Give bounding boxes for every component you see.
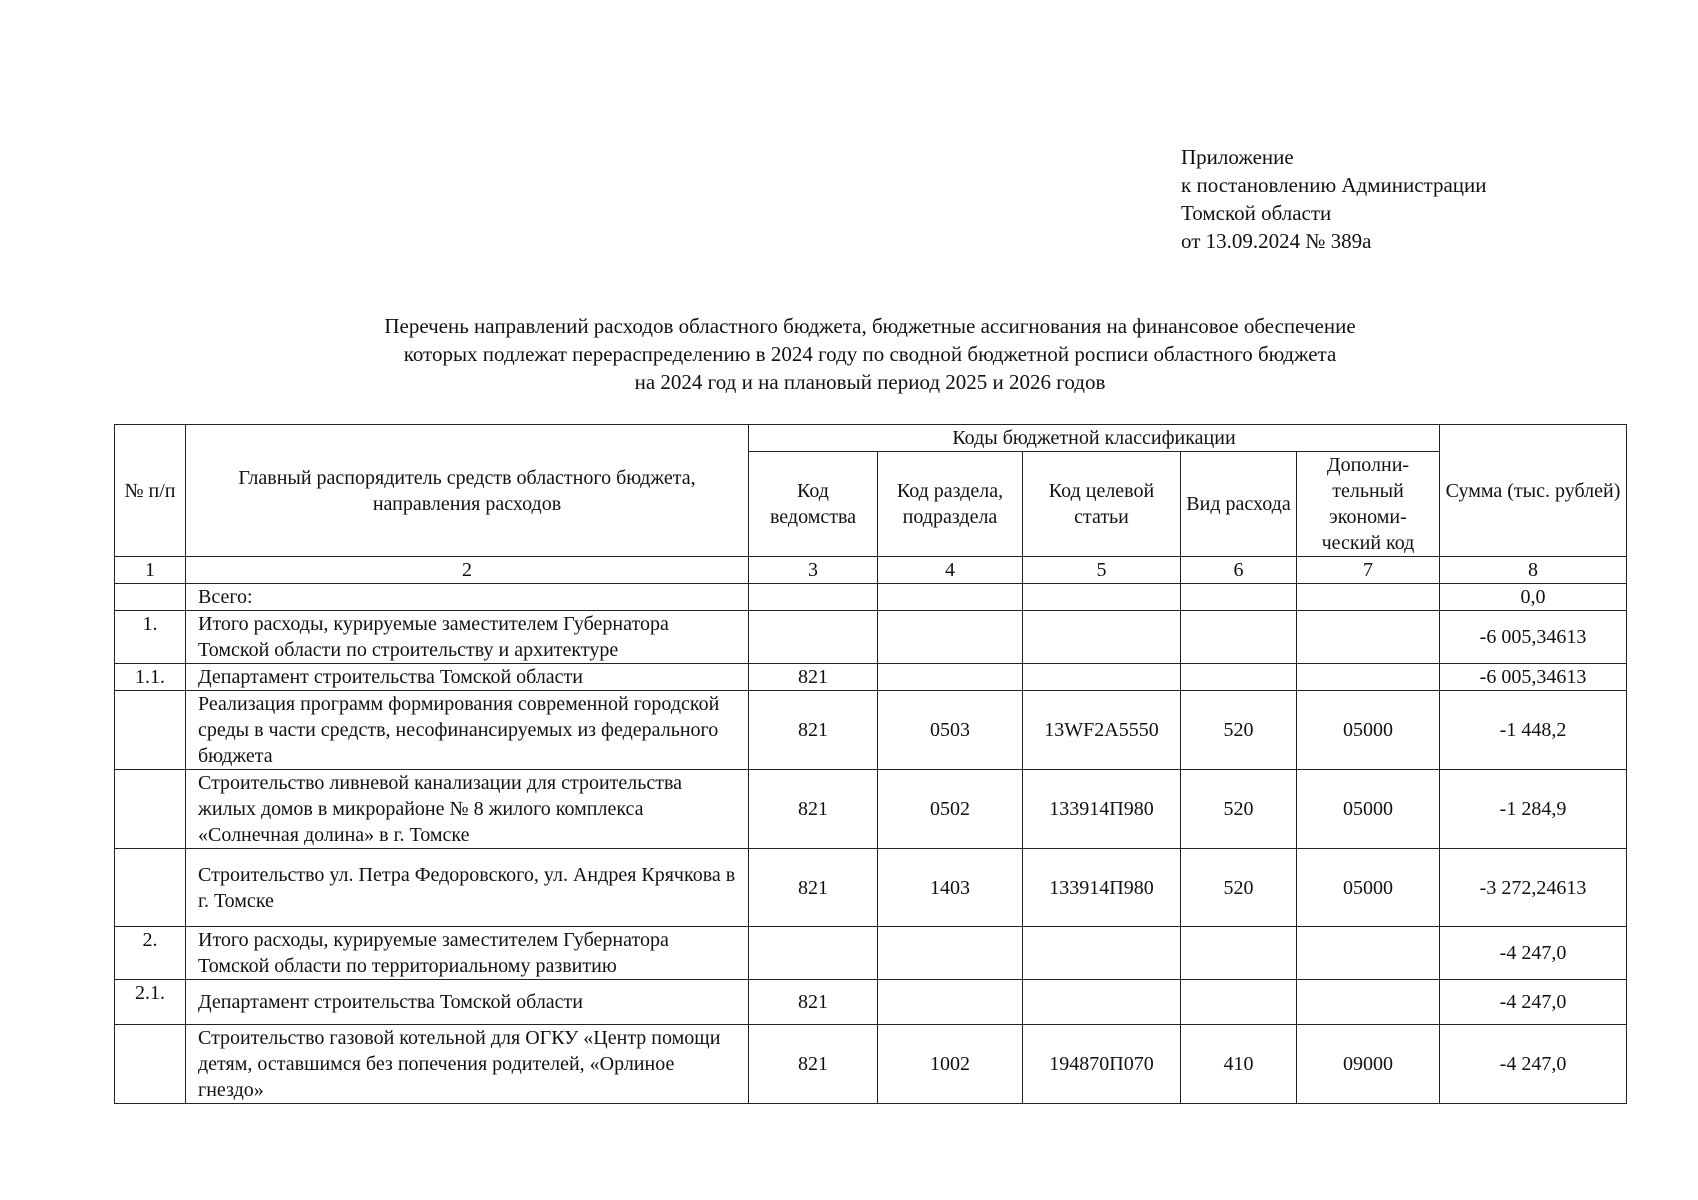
header-sum: Сумма (тыс. рублей) [1440,425,1627,557]
row-sum: -1 448,2 [1440,691,1627,770]
row-type [1181,980,1297,1025]
header-dept-code: Код ведомства [749,452,878,557]
row-target: 133914П980 [1023,770,1181,849]
row-sum: -4 247,0 [1440,980,1627,1025]
row-num [115,691,186,770]
row-target [1023,584,1181,611]
row-num: 1.1. [115,664,186,691]
table-row [115,584,1627,611]
header-target-code: Код целевой статьи [1023,452,1181,557]
row-name: Реализация программ формирования современной городской среды в части средств, несофинансируемых из федерального бюджета [186,691,749,770]
row-dept [749,611,878,664]
row-type: 520 [1181,691,1297,770]
row-dept: 821 [749,691,878,770]
header-manager: Главный распорядитель средств областного бюджета, направления расходов [186,425,749,557]
row-section [878,611,1023,664]
row-name: Всего: [186,584,749,611]
table-row [115,770,1627,849]
row-sum: -6 005,34613 [1440,611,1627,664]
header-section-code: Код раздела, подраздела [878,452,1023,557]
row-num: 1. [115,611,186,664]
column-number: 7 [1297,557,1440,584]
row-sum: -4 247,0 [1440,1025,1627,1104]
title-line: которых подлежат перераспределению в 2024 году по сводной бюджетной росписи областного бюджета [403,342,1337,366]
column-number: 1 [115,557,186,584]
row-section: 0503 [878,691,1023,770]
row-num: 2. [115,927,186,980]
row-extra [1297,611,1440,664]
row-dept: 821 [749,1025,878,1104]
row-type: 520 [1181,849,1297,927]
row-target [1023,664,1181,691]
row-name: Строительство газовой котельной для ОГКУ «Центр помощи детям, оставшимся без попечения родителей, «Орлиное гнездо» [186,1025,749,1104]
appendix-line: Томской области [1181,201,1332,225]
row-num: 2.1. [115,980,186,1025]
row-num [115,584,186,611]
column-number: 6 [1181,557,1297,584]
row-type [1181,664,1297,691]
table-row [115,664,1627,691]
row-extra: 05000 [1297,770,1440,849]
header-num: № п/п [115,425,186,557]
row-extra: 09000 [1297,1025,1440,1104]
row-extra [1297,584,1440,611]
row-extra: 05000 [1297,849,1440,927]
row-sum: -3 272,24613 [1440,849,1627,927]
row-name: Строительство ул. Петра Федоровского, ул. Андрея Крячкова в г. Томске [186,849,749,927]
appendix-line: Приложение [1181,145,1294,169]
row-dept: 821 [749,980,878,1025]
appendix-line: к постановлению Администрации [1181,173,1487,197]
document-title [114,312,1626,396]
row-sum: 0,0 [1440,584,1627,611]
column-number: 3 [749,557,878,584]
row-section [878,584,1023,611]
column-number: 2 [186,557,749,584]
row-sum: -6 005,34613 [1440,664,1627,691]
row-target [1023,927,1181,980]
row-sum: -1 284,9 [1440,770,1627,849]
table-row [115,849,1627,927]
table-row [115,927,1627,980]
row-target: 194870П070 [1023,1025,1181,1104]
header-expense-type: Вид расхода [1181,452,1297,557]
table-row [115,691,1627,770]
row-num [115,849,186,927]
row-extra [1297,664,1440,691]
row-section [878,664,1023,691]
row-dept [749,927,878,980]
row-section: 1403 [878,849,1023,927]
row-type: 520 [1181,770,1297,849]
title-line: на 2024 год и на плановый период 2025 и 2026 годов [634,370,1106,394]
column-numbers-row [115,557,1627,584]
column-number: 4 [878,557,1023,584]
header-codes-group: Коды бюджетной классификации [749,425,1440,452]
expenses-table [114,424,1627,1104]
appendix-block [1181,143,1487,255]
row-name: Департамент строительства Томской области [186,980,749,1025]
row-target: 133914П980 [1023,849,1181,927]
row-name: Строительство ливневой канализации для строительства жилых домов в микрорайоне № 8 жилого комплекса «Солнечная долина» в г. Томске [186,770,749,849]
row-dept: 821 [749,849,878,927]
row-section: 0502 [878,770,1023,849]
row-name: Итого расходы, курируемые заместителем Губернатора Томской области по территориальному развитию [186,927,749,980]
row-target [1023,980,1181,1025]
row-num [115,1025,186,1104]
row-extra [1297,927,1440,980]
row-type: 410 [1181,1025,1297,1104]
row-type [1181,927,1297,980]
row-section [878,980,1023,1025]
column-number: 5 [1023,557,1181,584]
row-dept: 821 [749,770,878,849]
row-type [1181,584,1297,611]
row-section: 1002 [878,1025,1023,1104]
row-name: Департамент строительства Томской области [186,664,749,691]
row-dept [749,584,878,611]
table-row [115,980,1627,1025]
column-number: 8 [1440,557,1627,584]
table-row [115,1025,1627,1104]
header-extra-code: Дополни-тельный экономи-ческий код [1297,452,1440,557]
row-sum: -4 247,0 [1440,927,1627,980]
row-dept: 821 [749,664,878,691]
appendix-date-number: от 13.09.2024 № 389а [1181,229,1372,253]
row-extra [1297,980,1440,1025]
row-num [115,770,186,849]
row-target: 13WF2A5550 [1023,691,1181,770]
row-type [1181,611,1297,664]
table-row [115,611,1627,664]
row-section [878,927,1023,980]
row-name: Итого расходы, курируемые заместителем Губернатора Томской области по строительству и архитектуре [186,611,749,664]
title-line: Перечень направлений расходов областного бюджета, бюджетные ассигнования на финансовое обеспечение [384,314,1356,338]
row-extra: 05000 [1297,691,1440,770]
row-target [1023,611,1181,664]
